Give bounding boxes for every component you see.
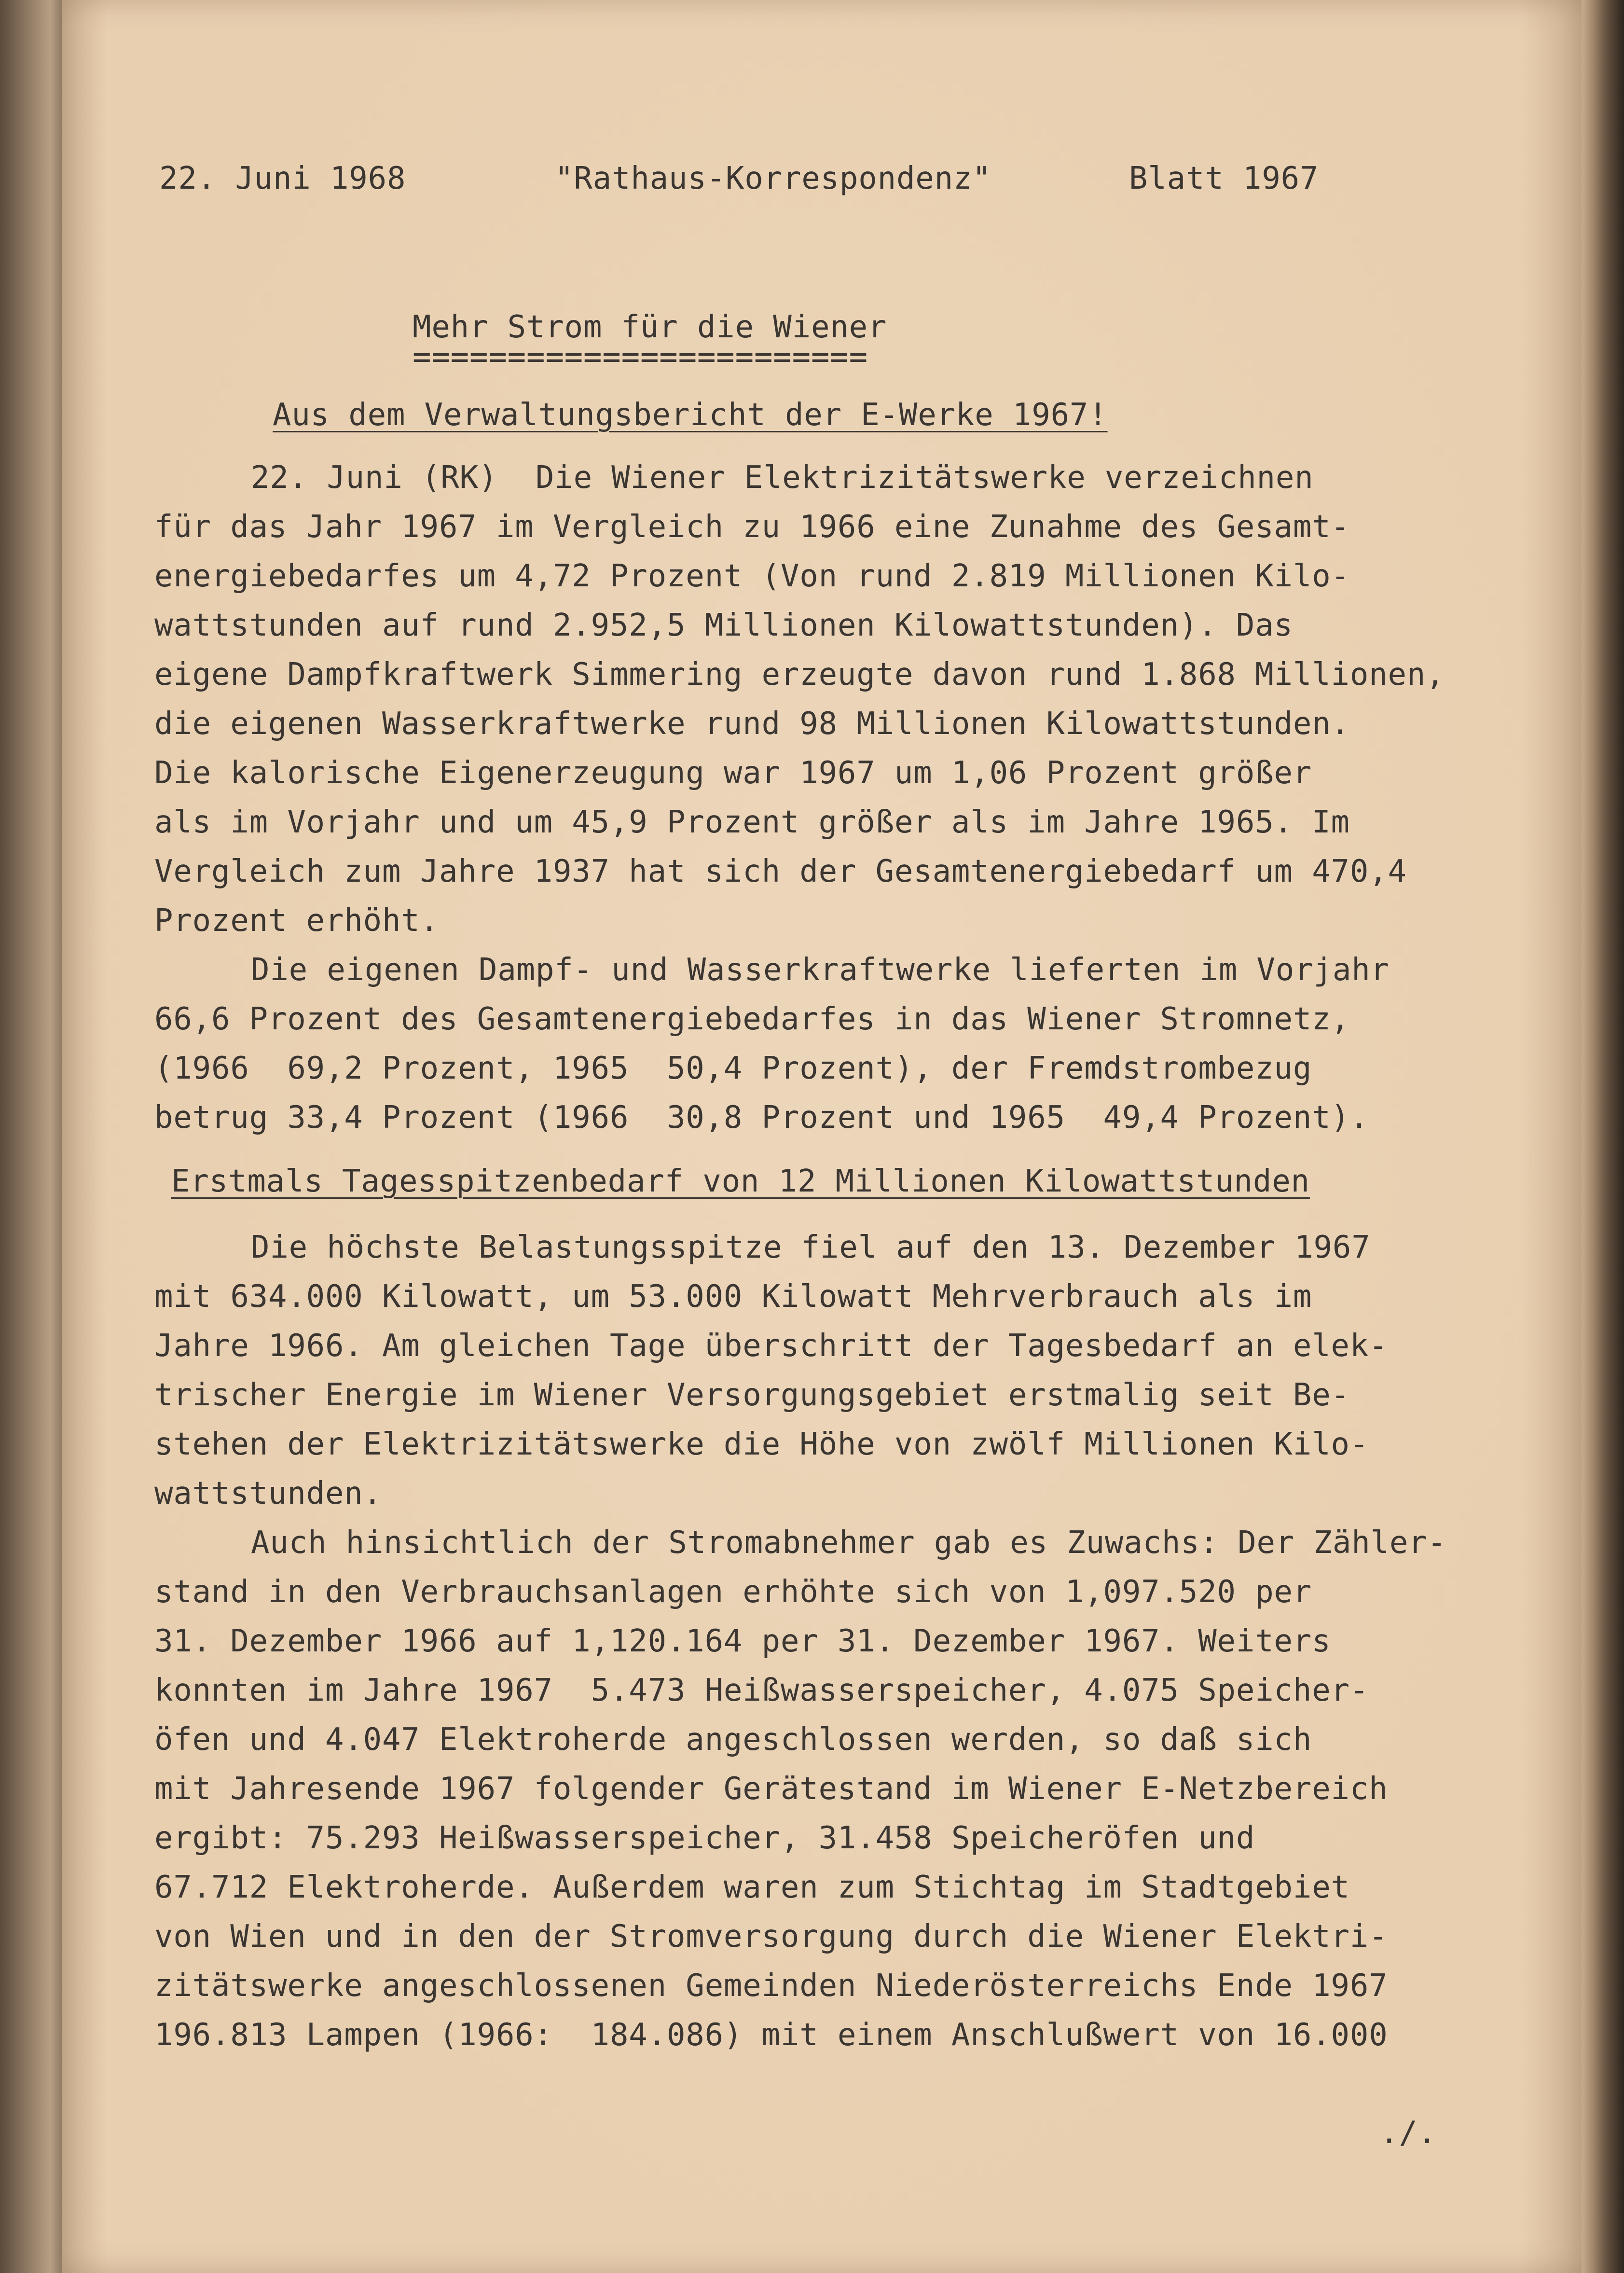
title-double-rule: ======================== (413, 339, 868, 375)
body-line: als im Vorjahr und um 45,9 Prozent größer als im Jahre 1965. Im (154, 804, 1350, 840)
body-line: für das Jahr 1967 im Vergleich zu 1966 eine Zunahme des Gesamt- (154, 509, 1350, 545)
body-line: ergibt: 75.293 Heißwasserspeicher, 31.458 Speicheröfen und (154, 1820, 1255, 1856)
continuation-mark: ./. (1380, 2115, 1437, 2151)
body-line: stand in den Verbrauchsanlagen erhöhte sich von 1,097.520 per (154, 1574, 1312, 1610)
body-line: 67.712 Elektroherde. Außerdem waren zum Stichtag im Stadtgebiet (154, 1870, 1350, 1905)
body-line: Die kalorische Eigenerzeugung war 1967 um 1,06 Prozent größer (154, 755, 1312, 791)
body-line: betrug 33,4 Prozent (1966 30,8 Prozent und 1965 49,4 Prozent). (154, 1100, 1369, 1136)
header-sheet: Blatt 1967 (1129, 161, 1319, 196)
body-line: stehen der Elektrizitätswerke die Höhe von zwölf Millionen Kilo- (154, 1427, 1369, 1462)
body-line: wattstunden auf rund 2.952,5 Millionen Kilowattstunden). Das (154, 608, 1293, 643)
header-date: 22. Juni 1968 (159, 161, 406, 196)
body-line: öfen und 4.047 Elektroherde angeschlossen werden, so daß sich (154, 1722, 1312, 1758)
section-heading: Erstmals Tagesspitzenbedarf von 12 Millionen Kilowattstunden (171, 1164, 1310, 1199)
body-line: 196.813 Lampen (1966: 184.086) mit einem Anschlußwert von 16.000 (154, 2017, 1388, 2053)
body-line: die eigenen Wasserkraftwerke rund 98 Millionen Kilowattstunden. (154, 706, 1350, 742)
body-line: Vergleich zum Jahre 1937 hat sich der Gesamtenergiebedarf um 470,4 (154, 854, 1407, 889)
body-line: 22. Juni (RK) Die Wiener Elektrizitätswerke verzeichnen (251, 460, 1314, 496)
body-line: trischer Energie im Wiener Versorgungsgebiet erstmalig seit Be- (154, 1377, 1350, 1413)
article-title: Mehr Strom für die Wiener (413, 309, 887, 345)
body-line: energiebedarfes um 4,72 Prozent (Von rund 2.819 Millionen Kilo- (154, 558, 1350, 594)
body-line: zitätswerke angeschlossenen Gemeinden Niederösterreichs Ende 1967 (154, 1968, 1388, 2004)
right-page-edge (1582, 0, 1624, 2273)
body-line: Prozent erhöht. (154, 903, 439, 939)
body-line: (1966 69,2 Prozent, 1965 50,4 Prozent), der Fremdstrombezug (154, 1051, 1312, 1086)
article-subtitle: Aus dem Verwaltungsbericht der E-Werke 1967! (273, 397, 1108, 433)
left-page-edge (0, 0, 63, 2273)
body-line: mit Jahresende 1967 folgender Gerätestand im Wiener E-Netzbereich (154, 1771, 1388, 1807)
body-line: Auch hinsichtlich der Stromabnehmer gab es Zuwachs: Der Zähler- (251, 1525, 1446, 1561)
body-line: wattstunden. (154, 1476, 382, 1511)
body-line: von Wien und in den der Stromversorgung durch die Wiener Elektri- (154, 1919, 1388, 1954)
body-line: eigene Dampfkraftwerk Simmering erzeugte davon rund 1.868 Millionen, (154, 657, 1445, 693)
header-publication: "Rathaus-Korrespondenz" (555, 161, 991, 196)
body-line: 31. Dezember 1966 auf 1,120.164 per 31. Dezember 1967. Weiters (154, 1623, 1331, 1659)
body-line: Die eigenen Dampf- und Wasserkraftwerke lieferten im Vorjahr (251, 952, 1390, 988)
body-line: 66,6 Prozent des Gesamtenergiebedarfes in das Wiener Stromnetz, (154, 1001, 1350, 1037)
body-line: mit 634.000 Kilowatt, um 53.000 Kilowatt Mehrverbrauch als im (154, 1279, 1312, 1315)
body-line: konnten im Jahre 1967 5.473 Heißwasserspeicher, 4.075 Speicher- (154, 1673, 1369, 1708)
body-line: Jahre 1966. Am gleichen Tage überschritt der Tagesbedarf an elek- (154, 1328, 1388, 1364)
body-line: Die höchste Belastungsspitze fiel auf den 13. Dezember 1967 (251, 1230, 1371, 1265)
